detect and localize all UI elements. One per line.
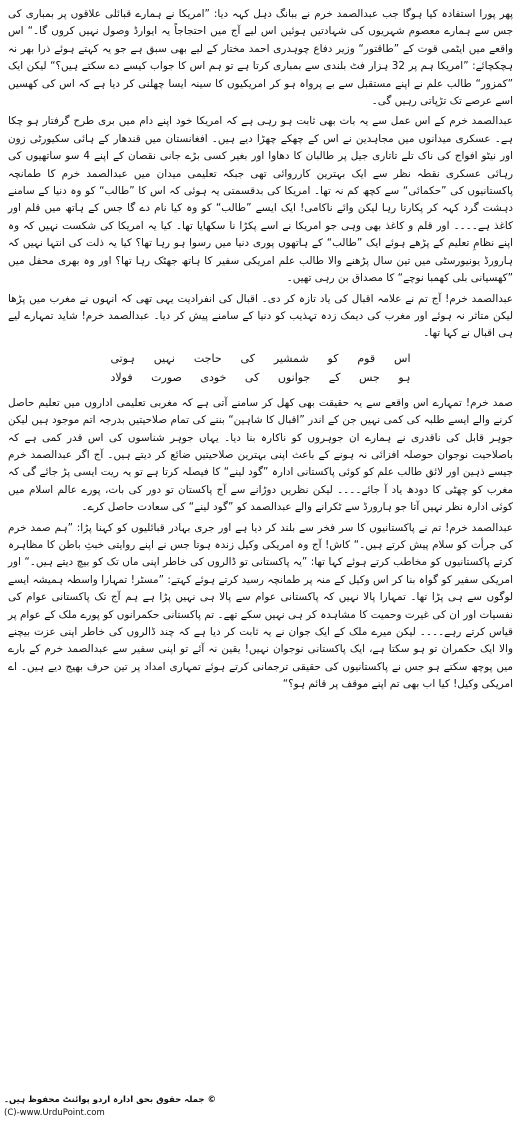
article-paragraph-4: صمد خرم! تمہارے اس واقعے سے یہ حقیقت بھی کھل کر سامنے آتی ہے کہ مغربی تعلیمی اداروں میں تعلیم حاصل کرنے والے ایسے طلبہ کی کمی نہیں جن کے اندر ”اقبال کا شاہین“ بننے کی تمام صلاحیتیں بدرجہ اتم موجود ہیں لیکن جوہر قابل کی ناقدری نے ہمارے ان جوہروں کو ناکارہ بنا دیا۔ یہاں جوہر شناسوں کی اس قدر کمی ہے کہ باصلاحیت نوجوان حوصلہ افزائی نہ ہونے کے باعث اپنی بہترین صلاحیتیں ضائع کر دیتے ہیں۔ آج اگر عبدالصمد خرم جیسے ذہین اور لائق طالب علم کو کوئی پاکستانی ادارہ ”گود لینے“ کا فیصلہ کرتا ہے تو یہ ریت ایسی پڑ جائے گی کہ مغرب کو چھٹی کا دودھ یاد آ جائے۔۔۔۔ لیکن نظریں دوڑانے سے آج پاکستان تو دور کی بات، پورے عالم اسلام میں کوئی ادارہ نظر نہیں آتا جو ہارورڈ سے ٹکرانے والے عبدالصمد کو ”گود لینے“ کی سعادت حاصل کرے۔ [8, 396, 513, 514]
article-paragraph-2: عبدالصمد خرم کے اس عمل سے یہ بات بھی ثابت ہو رہی ہے کہ امریکا خود اپنے دام میں بری طرح گرفتار ہو چکا ہے۔ عسکری میدانوں میں مجاہدین نے اس کے چھکے چھڑا دیے ہیں۔ افغانستان میں قندھار کے ہائی سکیورٹی زون اور نیٹو افواج کی ناک تلے تاتاری جیل پر طالبان کا دھاوا اور بغیر کسی بڑے جانی نقصان کے اپنے 4 سو ساتھیوں کی رہائی عسکری نقطہ نظر سے ایک بہترین کارروائی تھی جبکہ تعلیمی میدان میں عبدالصمد خرم کا طمانچہ پاکستانیوں کی ”حکمائی“ سے کچھ کم نہ تھا۔ امریکا کی بدقسمتی یہ ہوئی کہ اس کا ”طالب“ کو وہ دنیا کے سامنے دہشت گرد کہہ کر پکارتا رہا لیکن وائے ناکامی! ایک ایسے ”طالب“ کو وہ کیا نام دے گا جس کے ہاتھ میں قلم اور کاغذ ہے۔۔۔۔ اور قلم و کاغذ بھی وہی جو امریکا نے اسے پکڑا نا سکھایا تھا۔ کیا یہ امریکا کی شکست نہیں کہ وہ اپنے نظامِ تعلیم کے پڑھے ہوئے ایک ”طالب“ کے ہاتھوں پوری دنیا میں رسوا ہو رہا تھا؟ کیا یہ ذلت کی انتہا نہیں کہ ہارورڈ یونیورسٹی میں تین سال پڑھنے والا طالب علم امریکی سفیر کا ہاتھ جھٹک رہا تھا؟ اور وہ بھری محفل میں ”کھسیانی بلی کھمبا نوچے“ کا مصداق بن رہی تھیں۔ [8, 115, 513, 285]
article-paragraph-5: عبدالصمد خرم! تم نے پاکستانیوں کا سر فخر سے بلند کر دیا ہے اور جری بہادر قبائلیوں کو کہنا پڑا: ”ہم صمد خرم کی جرأت کو سلام پیش کرتے ہیں۔“ کاش! آج وہ امریکی وکیل زندہ ہوتا جس نے اپنے روایتی خبثِ باطن کا مظاہرہ کرتے پاکستانیوں کو مخاطب کرتے ہوئے کہا تھا: ”یہ پاکستانی تو ڈالروں کی خاطر اپنی ماں تک کو بیچ دیتے ہیں۔“ اور امریکی سفیر کو گواہ بنا کر اس وکیل کے منہ پر طمانچہ رسید کرتے ہوئے کہتے: ”مسٹر! تمہارا واسطہ ہمیشہ ایسے لوگوں سے ہی پڑا تھا۔ تمہارا پالا نہیں کہ پاکستانی عوام سے پالا ہی نہیں پڑا ہے ہم آج تک پاکستانی عوام کی نفسیات اور ان کی غیرت وحمیت کا مشاہدہ کر ہی نہیں سکے تھے۔ تم پاکستانی حکمرانوں کو پورے ملک کے عوام پر قیاس کرتے رہے۔۔۔۔ لیکن میرے ملک کے ایک جوان نے یہ ثابت کر دیا ہے کہ چند ڈالروں کی خاطر اپنی عزت بیچنے والا ایک حکمران تو ہو سکتا ہے، ایک پاکستانی نوجوان نہیں! یقین نہ آئے تو اپنی سفیر سے عبدالصمد خرم کے بارے میں پوچھ سکتے ہو جس نے پاکستانیوں کی حقیقی ترجمانی کرتے ہوئے تمہاری امداد پر تین حرف بھیج دیے ہیں۔ اے امریکی وکیل! کیا اب بھی تم اپنے موقف پر قائم ہو؟“ [8, 521, 513, 691]
couplet-line-1: اس قوم کو شمشیر کی حاجت نہیں ہوتی [110, 351, 411, 365]
page-footer [4, 1094, 264, 1120]
couplet-line-2: ہو جس کے جوانوں کی خودی صورت فولاد [110, 370, 411, 384]
article-body [8, 6, 513, 697]
site-url[interactable]: (C)-www.UrduPoint.com [4, 1108, 105, 1118]
article-paragraph-3: عبدالصمد خرم! آج تم نے علامہ اقبال کی یاد تازہ کر دی۔ اقبال کی انفرادیت یہی تھی کہ انہوں نے مغرب میں پڑھا لیکن متاثر نہ ہوئے اور مغرب کی دیمک زدہ تہذیب کو دنیا کے سامنے پیش کر دیا۔ عبدالصمد خرم! شاید تمہارے لیے ہی اقبال نے کہا تھا۔ [8, 292, 513, 340]
article-paragraph-1: پھر پورا استفادہ کیا ہوگا جب عبدالصمد خرم نے ببانگ دہل کہہ دیا: ”امریکا نے ہمارے قبائلی علاقوں پر بمباری کی جس سے ہمارے معصوم شہریوں کی شہادتیں ہوئیں اس لیے آج میں احتجاجاً یہ ایوارڈ وصول نہیں کروں گا۔“ اس واقعے میں ایٹمی قوت کے ”طاقتور“ وزیر دفاع چوہدری احمد مختار کے لیے بھی سبق ہے جو یہ کہتے ہوئے ذرا بھر نہ ہچکچائے: ”امریکا ہم پر 32 ہزار فٹ بلندی سے بمباری کرتا ہے تو ہم اس کا جواب کیسے دے سکتے ہیں؟“ لیکن ایک ”کمزور“ طالب علم نے اپنے مستقبل سے بے پرواہ ہو کر امریکیوں کا سینہ ایسا چھلنی کر دیا ہے کہ اس کی کھسیں اسے عرصے تک تڑپاتی رہیں گی۔ [8, 8, 513, 108]
iqbal-couplet [111, 349, 411, 387]
copyright-notice: © جملہ حقوق بحق ادارہ اردو پوائنٹ محفوظ ہیں۔ [4, 1095, 216, 1105]
